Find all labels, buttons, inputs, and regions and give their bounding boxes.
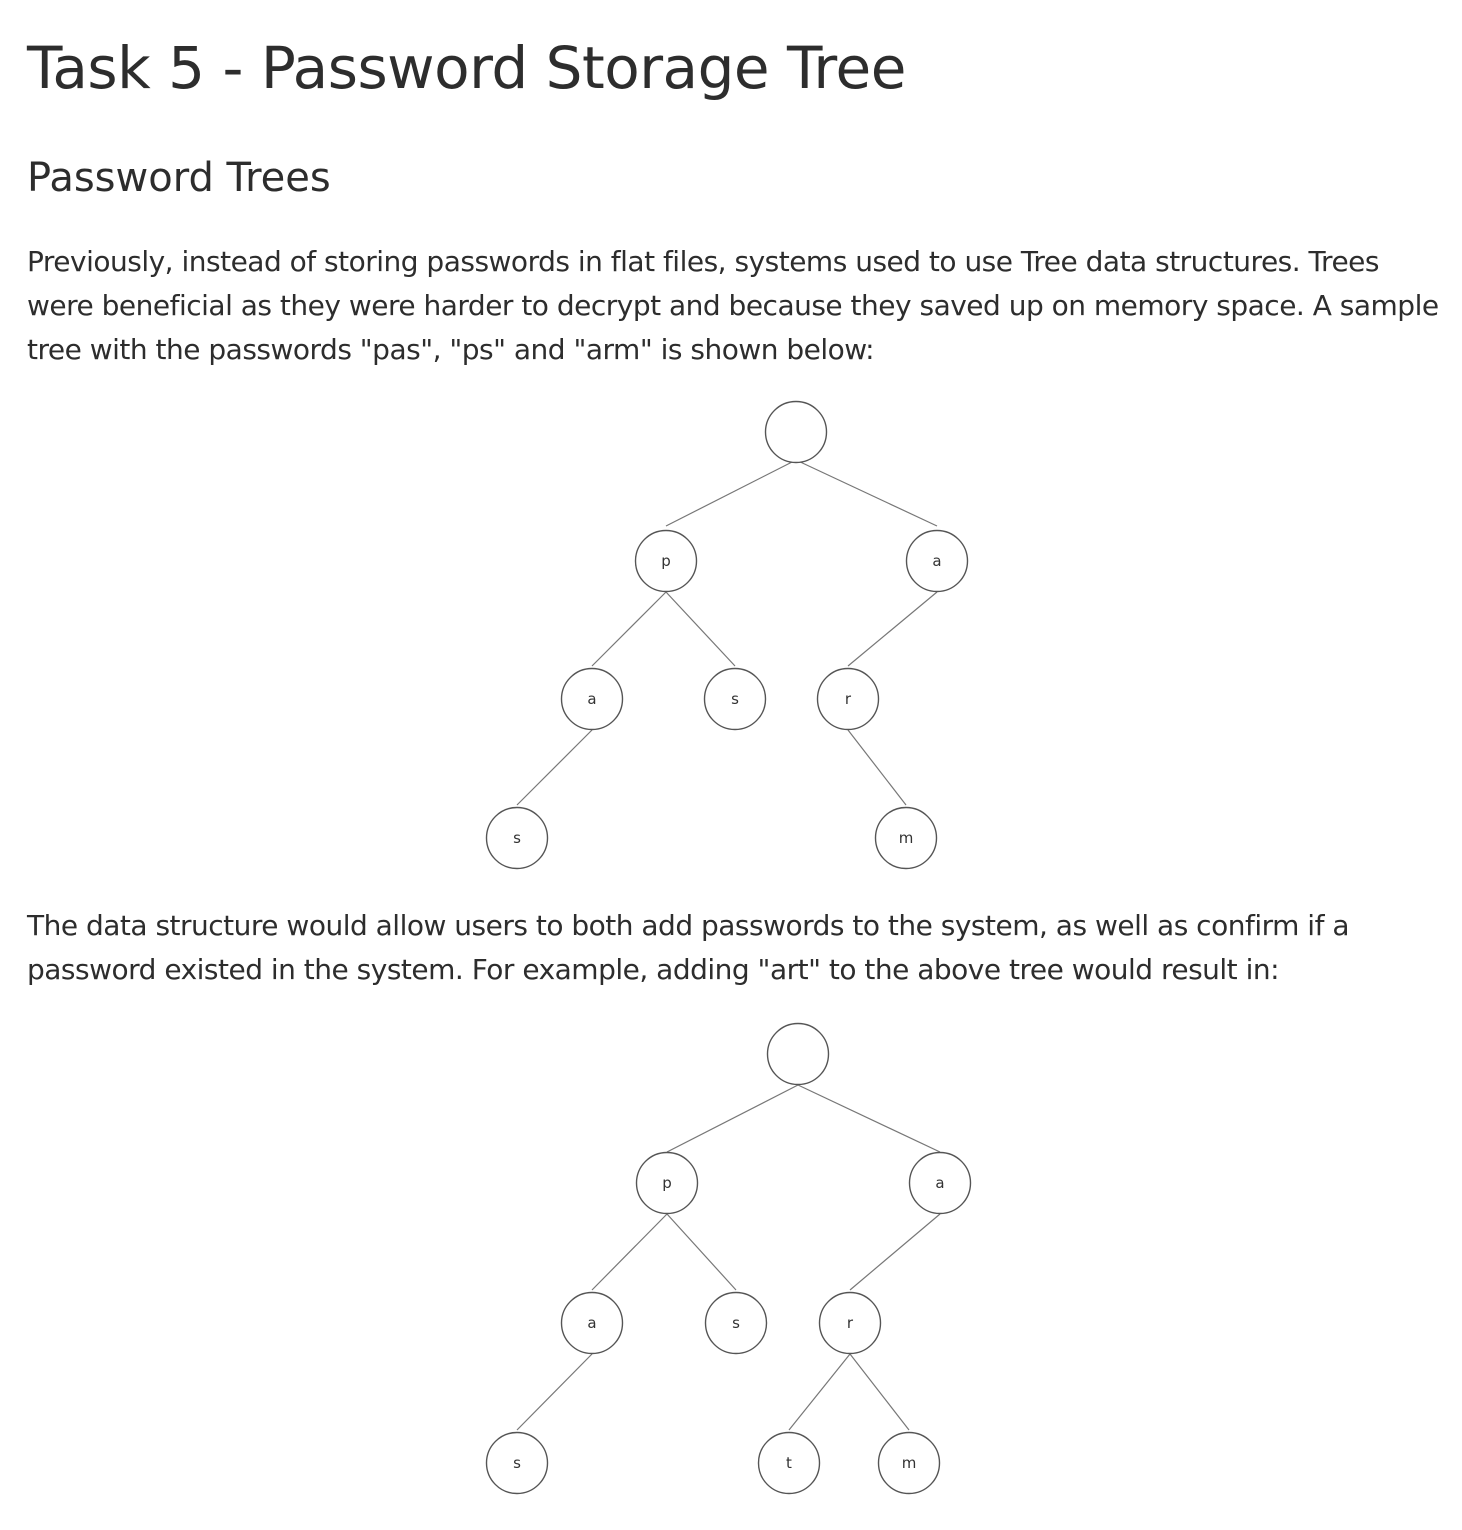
node-label: r bbox=[844, 690, 852, 708]
page-title: Task 5 - Password Storage Tree bbox=[27, 34, 906, 102]
node-label: a bbox=[932, 552, 942, 570]
tree-edges bbox=[517, 1085, 940, 1430]
section-title: Password Trees bbox=[27, 155, 331, 201]
node-label: a bbox=[935, 1174, 945, 1192]
edge-p-s bbox=[667, 1214, 736, 1290]
edge-root-a bbox=[796, 460, 937, 526]
edge-a-s bbox=[517, 730, 592, 805]
node-label: m bbox=[898, 829, 914, 847]
node-circle bbox=[768, 1024, 829, 1085]
edge-p-a bbox=[592, 592, 666, 666]
tree-node-m bbox=[879, 1433, 940, 1494]
edge-a-r bbox=[850, 1214, 940, 1290]
tree-node-p bbox=[636, 531, 697, 592]
tree-node-root bbox=[768, 1024, 829, 1085]
node-label: p bbox=[661, 552, 671, 570]
tree-node-a bbox=[907, 531, 968, 592]
node-label: s bbox=[513, 829, 521, 847]
tree-node-s bbox=[705, 669, 766, 730]
explanation-paragraph: The data structure would allow users to both add passwords to the system, as well as confirm if a password existed in the system. For example, adding "art" to the above tree would result in: bbox=[27, 909, 1349, 986]
edge-a-r bbox=[848, 592, 937, 666]
intro-paragraph: Previously, instead of storing passwords in flat files, systems used to use Tree data structures. Trees were beneficial as they were harder to decrypt and because they saved up on memory space. A sample tree with the passwords "pas", "ps" and "arm" is shown below: bbox=[27, 245, 1439, 366]
edge-r-m bbox=[848, 730, 906, 805]
edge-r-t bbox=[789, 1354, 850, 1430]
tree-node-a bbox=[562, 669, 623, 730]
tree-node-a bbox=[910, 1153, 971, 1214]
tree-node-t bbox=[759, 1433, 820, 1494]
node-label: s bbox=[732, 1314, 740, 1332]
node-label: a bbox=[587, 1314, 597, 1332]
node-label: r bbox=[846, 1314, 854, 1332]
tree-node-a bbox=[562, 1293, 623, 1354]
password-tree-diagram-2 bbox=[0, 1018, 1462, 1500]
node-label: s bbox=[513, 1454, 521, 1472]
node-label: a bbox=[587, 690, 597, 708]
edge-root-a bbox=[798, 1085, 940, 1152]
tree-node-s bbox=[706, 1293, 767, 1354]
edge-p-a bbox=[592, 1214, 667, 1290]
node-label: s bbox=[731, 690, 739, 708]
edge-p-s bbox=[666, 592, 735, 666]
edge-root-p bbox=[666, 460, 796, 526]
tree-node-s bbox=[487, 1433, 548, 1494]
node-circle bbox=[766, 402, 827, 463]
tree-node-p bbox=[637, 1153, 698, 1214]
tree-node-s bbox=[487, 808, 548, 869]
edge-r-m bbox=[850, 1354, 909, 1430]
node-label: m bbox=[901, 1454, 917, 1472]
tree-node-m bbox=[876, 808, 937, 869]
tree-edges bbox=[517, 460, 937, 805]
tree-node-r bbox=[818, 669, 879, 730]
node-label: p bbox=[662, 1174, 672, 1192]
tree-node-root bbox=[766, 402, 827, 463]
tree-node-r bbox=[820, 1293, 881, 1354]
edge-a-s bbox=[517, 1354, 592, 1430]
edge-root-p bbox=[667, 1085, 798, 1152]
node-label: t bbox=[786, 1454, 792, 1472]
password-tree-diagram-1 bbox=[0, 395, 1462, 875]
